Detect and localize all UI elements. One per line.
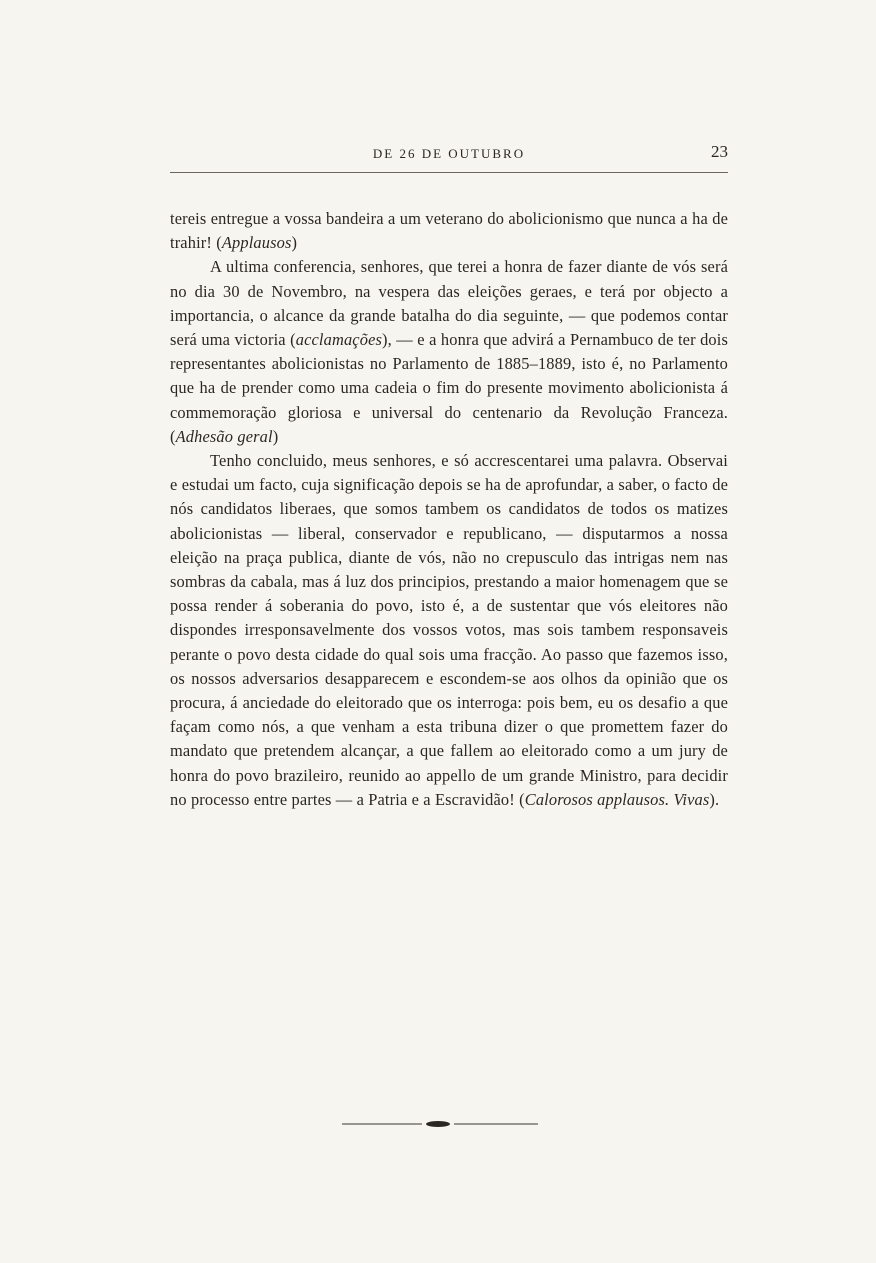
paragraph-3-text-2: ). <box>709 789 720 809</box>
paragraph-2-italic-2: Adhesão geral <box>175 426 273 446</box>
paragraph-2-text-3: ) <box>272 426 279 446</box>
running-title: DE 26 DE OUTUBRO <box>372 146 526 161</box>
header-rule <box>170 172 728 173</box>
paragraph-3-text-1: Tenho concluido, meus senhores, e só accrescentarei uma palavra. Observai e estudai um facto, cuja significação depois se ha de aprofundar, a saber, o facto de nós candidatos liberaes, que somos tambem os candidatos de todos os matizes abolicionistas — liberal, conservador e republicano, — disputarmos a nossa eleição na praça publica, diante de vós, não no crepusculo das intrigas nem nas sombras da cabala, mas á luz dos principios, prestando a maior homenagem que se possa render á soberania do povo, isto é, a de sustentar que vós eleitores não dispondes irresponsavelmente dos vossos votos, mas sois tambem responsaveis perante o povo desta cidade do qual sois uma fracção. Ao passo que fazemos isso, os nossos adversarios desapparecem e escondem-se aos olhos da opinião que os procura, á anciedade do eleitorado que os interroga: pois bem, eu os desafio a que façam como nós, a que venham a esta tribuna dizer o que promettem fazer do mandato que pretendem alcançar, a que fallem ao eleitorado como a um jury de honra do povo brazileiro, reunido ao appello de um grande Ministro, para decidir no processo entre partes — a Patria e a Escravidão! ( <box>170 451 728 809</box>
body-text <box>170 207 728 812</box>
running-head <box>170 142 728 164</box>
paragraph-2 <box>170 255 728 449</box>
paragraph-2-italic-1: acclamações <box>295 330 383 350</box>
paragraph-2-text-2: ), — e a honra que advirá a Pernambuco de ter dois representantes abolicionistas no Parlamento de 1885–1889, isto é, no Parlamento que ha de prender como uma cadeia o fim do presente movimento abolicionista á commemoração gloriosa e universal do centenario da Revolução Franceza. ( <box>170 330 728 446</box>
paragraph-3-italic-1: Calorosos applausos. Vivas <box>524 789 710 809</box>
paragraph-1-text-2: ) <box>291 233 298 253</box>
paragraph-3 <box>170 449 728 812</box>
paragraph-1 <box>170 207 728 255</box>
paragraph-2-text-1: A ultima conferencia, senhores, que terei a honra de fazer diante de vós será no dia 30 de Novembro, na vespera das eleições geraes, e terá por objecto a importancia, o alcance da grande batalha do dia seguinte, — que podemos contar será uma victoria ( <box>170 257 728 350</box>
paragraph-1-italic-1: Applausos <box>221 233 292 253</box>
page-number: 23 <box>711 142 728 161</box>
paragraph-1-text-1: tereis entregue a vossa bandeira a um veterano do abolicionismo que nunca a ha de trahir! ( <box>170 209 728 253</box>
end-ornament <box>340 1118 540 1130</box>
